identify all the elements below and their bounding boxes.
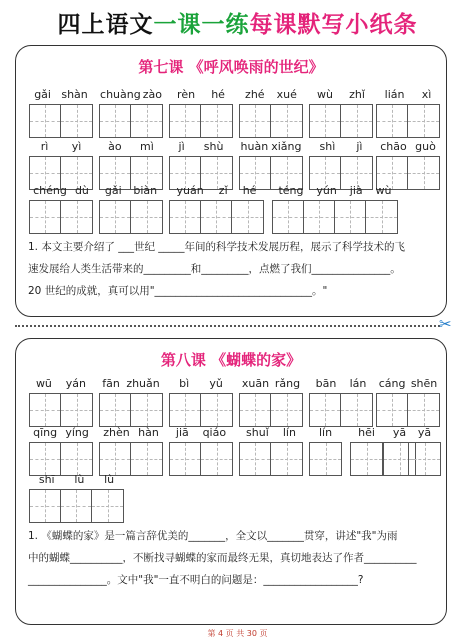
pinyin: zào [142,88,162,101]
pinyin: zǐ [218,184,228,197]
word-group [239,426,303,478]
pinyin: lián [384,88,405,101]
word-group [169,426,233,478]
pinyin: shēn [410,377,438,390]
word-group [99,377,163,429]
word-group [239,377,303,429]
title-part2: 一课一练 [153,12,250,38]
pinyin: rǎng [274,377,301,390]
pinyin: hàn [138,426,159,439]
pinyin: yǔ [209,377,223,390]
writing-boxes[interactable] [29,200,93,234]
pinyin: chāo [380,140,407,153]
question-line: _______________。文中"我"一直不明白的问题是：__________________? [28,574,364,586]
lesson7-question [28,236,433,302]
question-line: 速发展给人类生活带来的_________和_________，点燃了我们_______________。 [28,263,401,275]
pinyin: chuàng [100,88,141,101]
pinyin: lù [104,473,115,486]
pinyin: dù [74,184,89,197]
pinyin: ào [108,140,122,153]
word-group [169,377,233,429]
pinyin: téng [278,184,304,197]
lesson7-card [15,45,447,317]
word-group [99,184,163,236]
pinyin: hé [242,184,257,197]
pinyin: wū [35,377,52,390]
pinyin: fān [102,377,120,390]
pinyin: huàn [240,140,269,153]
writing-boxes[interactable] [169,200,264,234]
pinyin: gǎi [104,184,122,197]
pinyin: rì [40,140,49,153]
pinyin: shuǐ [246,426,269,439]
page-number: 第 4 页 共 30 页 [207,629,268,638]
pinyin: shì [319,140,336,153]
question-line: 1. 《蝴蝶的家》是一篇言辞优美的_______，全文以_______贯穿，讲述"我"为雨 [28,530,398,542]
pinyin: lán [349,377,367,390]
pinyin: jiā [175,426,189,439]
pinyin: jì [178,140,185,153]
writing-boxes[interactable] [272,200,398,234]
pinyin: qiáo [202,426,227,439]
title-part1: 四上语文 [57,12,154,38]
word-group [169,88,233,140]
word-group [29,88,93,140]
question-line: 中的蝴蝶__________，不断找寻蝴蝶的家而最终无果，真切地表达了作者__________ [28,552,417,564]
word-group [239,88,303,140]
page-title [0,6,475,39]
lesson8-card [15,338,447,625]
question-line: 1. 本文主要介绍了 ___世纪 _____年间的科学技术发展历程，展示了科学技术的飞 [28,241,406,253]
pinyin: zhǐ [349,88,365,101]
writing-boxes[interactable] [239,393,303,427]
writing-boxes[interactable] [350,442,383,476]
pinyin: jià [349,184,363,197]
pinyin: shī [38,473,55,486]
pinyin: bān [315,377,337,390]
pinyin: yì [71,140,82,153]
word-group [350,426,383,478]
pinyin: xuān [241,377,270,390]
writing-boxes[interactable] [29,489,124,523]
pinyin: zhuǎn [126,377,160,390]
writing-boxes[interactable] [239,104,303,138]
pinyin: wù [317,88,334,101]
writing-boxes[interactable] [309,104,373,138]
word-group [99,426,163,478]
title-part3: 每课默写小纸条 [249,12,418,38]
writing-boxes[interactable] [309,442,342,476]
word-group [99,88,163,140]
word-group [376,377,440,429]
word-group [29,426,93,478]
question-line: 20 世纪的成就，真可以用"______________________________。" [28,285,328,297]
pinyin: bì [179,377,190,390]
writing-boxes[interactable] [29,442,93,476]
writing-boxes[interactable] [99,393,163,427]
pinyin: yún [316,184,337,197]
lesson7-title: 第七课 《呼风唤雨的世纪》 [138,58,324,76]
pinyin: xiǎng [271,140,302,153]
pinyin: yā [392,426,407,439]
writing-boxes[interactable] [408,442,441,476]
pinyin: yuán [176,184,204,197]
pinyin: guò [415,140,436,153]
pinyin: cáng [378,377,406,390]
word-group [169,184,264,236]
pinyin: rèn [177,88,196,101]
word-group [29,473,124,525]
pinyin: shàn [61,88,88,101]
pinyin: yā [417,426,432,439]
pinyin: hé [211,88,225,101]
writing-boxes[interactable] [169,393,233,427]
writing-boxes[interactable] [169,104,233,138]
pinyin: zhèn [103,426,130,439]
word-group [408,426,441,478]
pinyin: hēi [358,426,375,439]
pinyin: lín [318,426,333,439]
pinyin: qīng [33,426,58,439]
pinyin: xì [421,88,432,101]
pinyin: mì [140,140,154,153]
writing-boxes[interactable] [169,442,233,476]
writing-boxes[interactable] [309,393,373,427]
pinyin: yíng [65,426,89,439]
pinyin: jì [356,140,363,153]
word-group [29,377,93,429]
word-group [309,377,373,429]
word-group [309,88,373,140]
word-group [309,426,342,478]
lesson8-title: 第八课 《蝴蝶的家》 [160,351,302,369]
lesson8-question [28,525,433,591]
pinyin: zhé [245,88,265,101]
scissors-icon: ✂ [439,315,452,333]
pinyin: yán [65,377,87,390]
pinyin: lín [282,426,296,439]
writing-boxes[interactable] [376,393,440,427]
pinyin: chéng [33,184,67,197]
writing-boxes[interactable] [376,104,440,138]
word-group [272,184,398,236]
writing-boxes[interactable] [99,200,163,234]
pinyin: xué [276,88,297,101]
pinyin: lù [74,473,85,486]
pinyin: biàn [133,184,158,197]
cut-line [15,325,440,327]
word-group [376,88,440,140]
pinyin: shù [203,140,224,153]
writing-boxes[interactable] [239,442,303,476]
writing-boxes[interactable] [99,104,163,138]
pinyin: wù [375,184,392,197]
pinyin: gǎi [34,88,51,101]
word-group [29,184,93,236]
writing-boxes[interactable] [29,104,93,138]
writing-boxes[interactable] [99,442,163,476]
writing-boxes[interactable] [29,393,93,427]
